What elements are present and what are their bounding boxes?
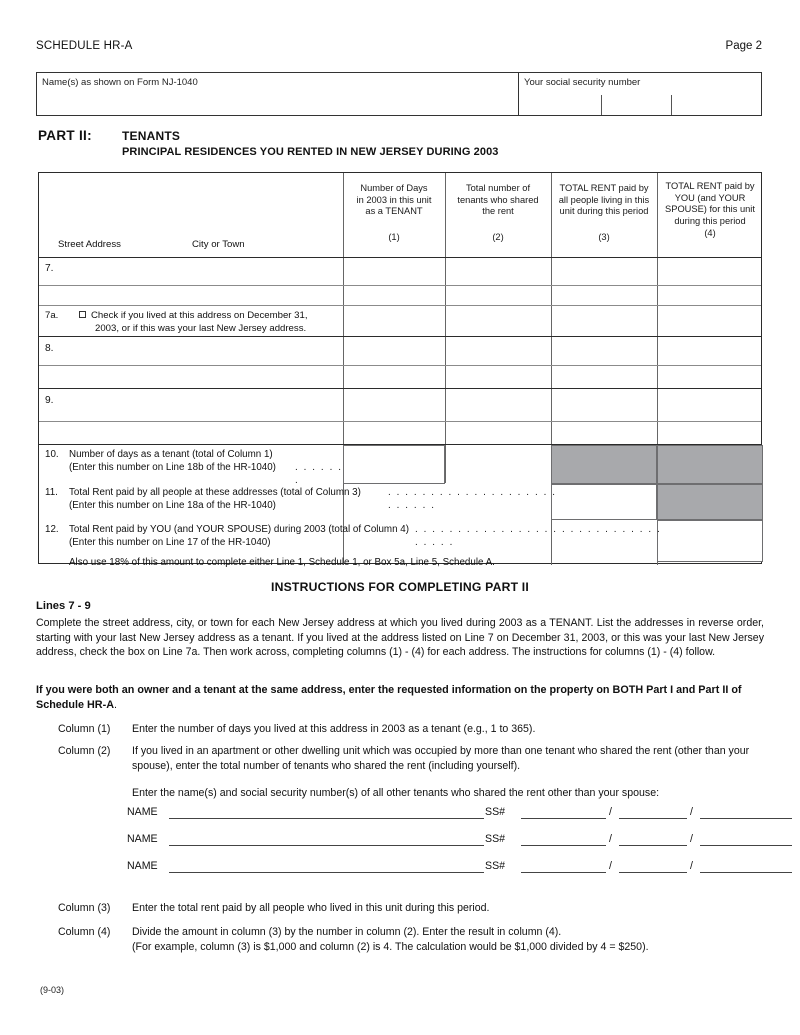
ssn-part2-input-1[interactable] [619,818,687,819]
column-2-value: If you lived in an apartment or other dwelling unit which was occupied by more than one tenant who shared the rent (other than your spouse), enter the total number of tenants who shared the rent (including yourself). [132,745,750,772]
column-header-4-line2: YOU (and YOUR [674,192,746,203]
tenant-name-row [127,860,767,887]
column-header-4-line4: during this period [674,215,746,226]
part-subtitle: PRINCIPAL RESIDENCES YOU RENTED IN NEW JERSEY DURING 2003 [122,146,499,158]
row-label-8: 8. [45,343,54,354]
column-header-3-number: (3) [598,231,610,242]
row-rule-8-bottom [39,388,761,389]
column-header-1-line3: as a TENANT [365,206,423,217]
tenant-names-block [127,806,767,887]
name-input-2[interactable] [169,845,484,846]
page-number: Page 2 [725,40,762,52]
column-header-4-number: (4) [704,228,716,239]
tenant-name-row [127,833,767,860]
total-row-11-dots: . . . . . . . . . . . . . . . . . . . . . . . . . . [388,487,557,511]
column-3-key: Column (3) [58,902,111,914]
column-header-4-line1: TOTAL RENT paid by [665,181,755,191]
instructions-bold-tail: . [114,699,117,711]
column-header-1-number: (1) [388,231,400,242]
row-7a-text-line1 [79,309,308,322]
ssn-part3-input-2[interactable] [700,845,792,846]
column-header-1-line1: Number of Days [360,183,428,193]
name-label: NAME [127,806,158,818]
ssn-field-label: Your social security number [524,77,641,88]
total-input-line-12[interactable] [657,520,763,562]
ssn-separator-1: / [609,833,612,845]
column-3-instruction [58,901,764,917]
column-header-3-line1: TOTAL RENT paid by [559,183,649,193]
row-label-7a: 7a. [45,310,59,321]
column-header-1-line2: in 2003 in this unit [356,194,432,205]
part-title: TENANTS [122,129,181,143]
row-rule-7a-bottom [39,336,761,337]
shaded-cell-11-col4 [657,484,763,520]
tenants-table [38,172,762,568]
ssn-part3-input-1[interactable] [700,818,792,819]
total-row-11-text: Total Rent paid by all people at these addresses (total of Column 3) [69,487,361,498]
name-field-label: Name(s) as shown on Form NJ-1040 [42,77,198,88]
total-input-line-10[interactable] [343,445,445,484]
ssn-part2-input-3[interactable] [619,872,687,873]
ssn-separator-2: / [690,860,693,872]
column-1-value: Enter the number of days you lived at this address in 2003 as a tenant (e.g., 1 to 365). [132,723,536,735]
column-4-value-2: (For example, column (3) is $1,000 and column (2) is 4. The calculation would be $1,000 divided by 4 = $250). [132,941,649,953]
ssn-label: SS# [485,833,506,845]
total-row-11-subtext: (Enter this number on Line 18a of the HR-1040) [69,500,276,511]
row-label-7: 7. [45,263,54,274]
row-rule-7a [39,285,761,286]
column-4-value: Divide the amount in column (3) by the number in column (2). Enter the result in column (4). [132,926,562,938]
column-header-2-line1: Total number of [465,183,531,193]
column-header-3-line3: unit during this period [559,206,649,217]
ssn-field[interactable] [519,73,761,115]
total-row-10-subtext: (Enter this number on Line 18b of the HR-1040) [69,462,276,473]
name-ssn-box [36,72,762,116]
column-header-2-line3: the rent [482,206,514,217]
ssn-divider-1 [601,95,602,115]
ssn-separator-2: / [690,806,693,818]
street-address-header: Street Address [58,239,121,250]
total-input-line-11[interactable] [551,484,657,520]
column-2-key: Column (2) [58,745,111,757]
ssn-separator-1: / [609,806,612,818]
tenant-name-row [127,806,767,833]
total-row-12-number: 12. [45,524,59,535]
ssn-label: SS# [485,860,506,872]
column-header-2-number: (2) [492,231,504,242]
ssn-separator-2: / [690,833,693,845]
column-3-value: Enter the total rent paid by all people who lived in this unit during this period. [132,902,490,914]
total-row-10-text: Number of days as a tenant (total of Column 1) [69,449,273,460]
row-rule-7b [39,305,761,306]
ssn-part2-input-2[interactable] [619,845,687,846]
ssn-part1-input-2[interactable] [521,845,606,846]
schedule-title: SCHEDULE HR-A [36,40,133,52]
column-4-instruction [58,925,764,957]
page-header [36,40,762,52]
column-header-2 [445,173,551,257]
name-label: NAME [127,860,158,872]
column-1-key: Column (1) [58,723,111,735]
row-7a-label-1: Check if you lived at this address on December 31, [91,310,308,321]
column-header-2-line2: tenants who shared [457,194,539,205]
shaded-cell-10-col3 [551,445,657,484]
enter-names-text: Enter the name(s) and social security number(s) of all other tenants who shared the rent other than your spouse: [132,787,660,799]
total-row-12-dots: . . . . . . . . . . . . . . . . . . . . . . . . . . . . . . . . . . [415,524,662,548]
column-1-instruction [58,722,764,738]
total-row-10-number: 10. [45,449,59,460]
row-rule-8a [39,365,761,366]
column-header-4 [657,173,763,257]
row-rule-9a [39,421,761,422]
part-label: PART II: [38,128,92,143]
instructions-bold-paragraph [36,683,764,713]
name-field[interactable] [37,73,519,115]
last-address-checkbox[interactable] [79,311,86,318]
ssn-label: SS# [485,806,506,818]
column-header-1 [343,173,445,257]
total-row-10-dots: . . . . . . . [295,462,343,486]
instructions-paragraph: Complete the street address, city, or town for each New Jersey address at which you lived during 2003 as a TENANT. List the addresses in reverse order, starting with your last New Jersey address as a tenant. If you lived at the address listed on Line 7 on December 31, 2003, or this was your last New Jersey address, check the box on Line 7a. Then work across, completing columns (1) - (4) for each address. The instructions for columns (1) - (4) follow. [36,617,764,659]
total-row-11-number: 11. [45,487,58,498]
row-label-9: 9. [45,395,54,406]
ssn-separator-1: / [609,860,612,872]
total-row-12-subtext: (Enter this number on Line 17 of the HR-1040) [69,537,271,548]
name-label: NAME [127,833,158,845]
shaded-cell-10-col4 [657,445,763,484]
instructions-title: INSTRUCTIONS FOR COMPLETING PART II [271,580,529,594]
ssn-part3-input-3[interactable] [700,872,792,873]
row-7a-label-2: 2003, or if this was your last New Jersey address. [95,323,307,334]
name-input-3[interactable] [169,872,484,873]
column-header-4-line3: SPOUSE) for this unit [665,204,755,215]
instructions-lines-heading: Lines 7 - 9 [36,600,91,612]
column-header-3-line2: all people living in this [558,194,650,205]
row-rule-header-bottom [39,257,761,258]
column-2-instruction [58,744,764,778]
column-header-3 [551,173,657,257]
instructions-bold-text: If you were both an owner and a tenant at the same address, enter the requested information on the property on BOTH Part I and Part II of Schedule HR-A [36,684,742,711]
city-or-town-header: City or Town [192,239,245,250]
ssn-divider-2 [671,95,672,115]
ssn-part1-input-3[interactable] [521,872,606,873]
column-4-key: Column (4) [58,926,111,938]
name-input-1[interactable] [169,818,484,819]
ssn-part1-input-1[interactable] [521,818,606,819]
enter-names-instruction [58,786,764,802]
total-row-12-text: Total Rent paid by YOU (and YOUR SPOUSE) during 2003 (total of Column 4) [69,524,409,535]
table-note: Also use 18% of this amount to complete either Line 1, Schedule 1, or Box 5a, Line 5, Schedule A. [69,557,495,568]
revision-code: (9-03) [40,985,65,995]
